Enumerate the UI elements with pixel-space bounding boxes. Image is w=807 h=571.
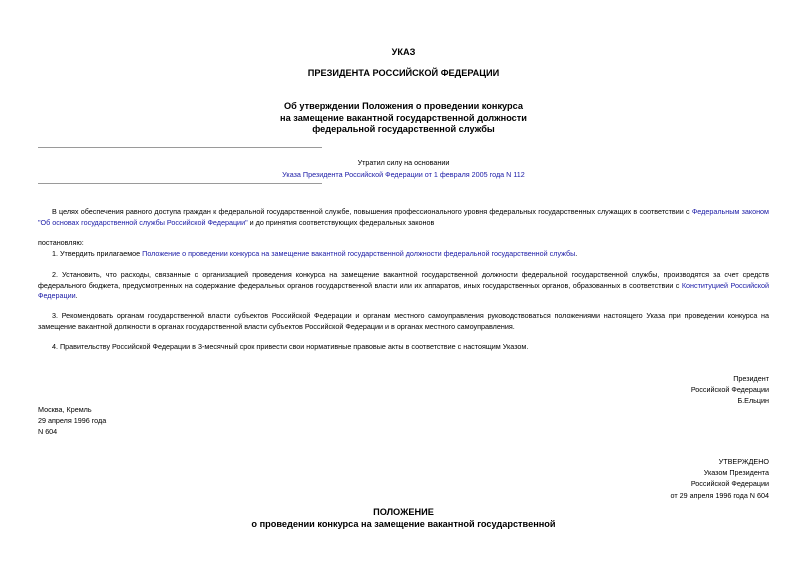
decree-subject-line: на замещение вакантной государственной должности xyxy=(280,112,527,123)
signature-block xyxy=(691,373,769,407)
decree-title: УКАЗ xyxy=(391,47,416,57)
regulation-subtitle: о проведении конкурса на замещение вакантной государственной xyxy=(251,519,556,529)
preamble-paragraph xyxy=(38,207,769,228)
place-date-block xyxy=(38,404,106,438)
place: Москва, Кремль xyxy=(38,405,92,414)
decree-number: N 604 xyxy=(38,427,58,437)
item-2 xyxy=(38,270,769,302)
separator-top xyxy=(38,147,322,148)
approved-line: Российской Федерации xyxy=(690,479,769,489)
status-note xyxy=(0,157,807,180)
item-1 xyxy=(38,249,769,260)
decree-subject-line: федеральной государственной службы xyxy=(312,124,495,134)
repeal-decree-link[interactable]: Указа Президента Российской Федерации от 1 февраля 2005 года N 112 xyxy=(282,169,525,179)
item-2-text: 2. Установить, что расходы, связанные с организацией проведения конкурса на замещение вакантной государственной должности федеральной государственной службы, производятся за счет средств федерального бюджета, предусмотренных на содержание федеральных органов государственной власти или их аппаратов, иных государственных органов, образованных в соответствии с xyxy=(38,270,769,290)
signature-line: Президент xyxy=(733,374,769,383)
federal-law-link[interactable]: Федеральным законом "Об основах государственной службы Российской Федерации" xyxy=(38,207,770,227)
status-text: Утратил силу на основании xyxy=(357,158,450,167)
decree-issuer: ПРЕЗИДЕНТА РОССИЙСКОЙ ФЕДЕРАЦИИ xyxy=(307,68,500,78)
approved-line: от 29 апреля 1996 года N 604 xyxy=(670,490,769,500)
item-2-end: . xyxy=(75,291,78,301)
regulation-link[interactable]: Положение о проведении конкурса на замещение вакантной государственной должности федеральной государственной службы xyxy=(142,249,576,258)
decree-word: постановляю: xyxy=(38,238,84,247)
decree-subject xyxy=(0,101,807,136)
preamble-tail: и до принятия соответствующих федеральных законов xyxy=(249,217,435,227)
approved-line: Указом Президента xyxy=(703,468,769,478)
signature-line: Российской Федерации xyxy=(690,385,769,395)
item-3: 3. Рекомендовать органам государственной власти субъектов Российской Федерации и органам местного самоуправления руководствоваться положениями настоящего Указа при проведении конкурса на замещение вакантной должности в органах государственной власти субъектов Российской Федерации и в органах местного самоуправления. xyxy=(38,311,769,331)
constitution-link[interactable]: Конституцией Российской Федерации xyxy=(38,280,769,301)
approved-line: УТВЕРЖДЕНО xyxy=(718,457,769,466)
date: 29 апреля 1996 года xyxy=(38,416,107,426)
decree-subject-line: Об утверждении Положения о проведении конкурса xyxy=(284,101,523,111)
regulation-title: ПОЛОЖЕНИЕ xyxy=(373,507,434,517)
signature-name: Б.Ельцин xyxy=(737,396,769,406)
item-4: 4. Правительству Российской Федерации в 3-месячный срок привести свои нормативные правовые акты в соответствие с настоящим Указом. xyxy=(52,342,529,351)
separator-bottom xyxy=(38,183,322,184)
preamble-text: В целях обеспечения равного доступа граждан к федеральной государственной службе, повышения профессионального уровня федеральных государственных служащих в соответствии с xyxy=(52,207,690,216)
item-1-end: . xyxy=(575,249,578,258)
approved-block xyxy=(670,456,769,501)
item-1-text: 1. Утвердить прилагаемое xyxy=(52,249,141,258)
